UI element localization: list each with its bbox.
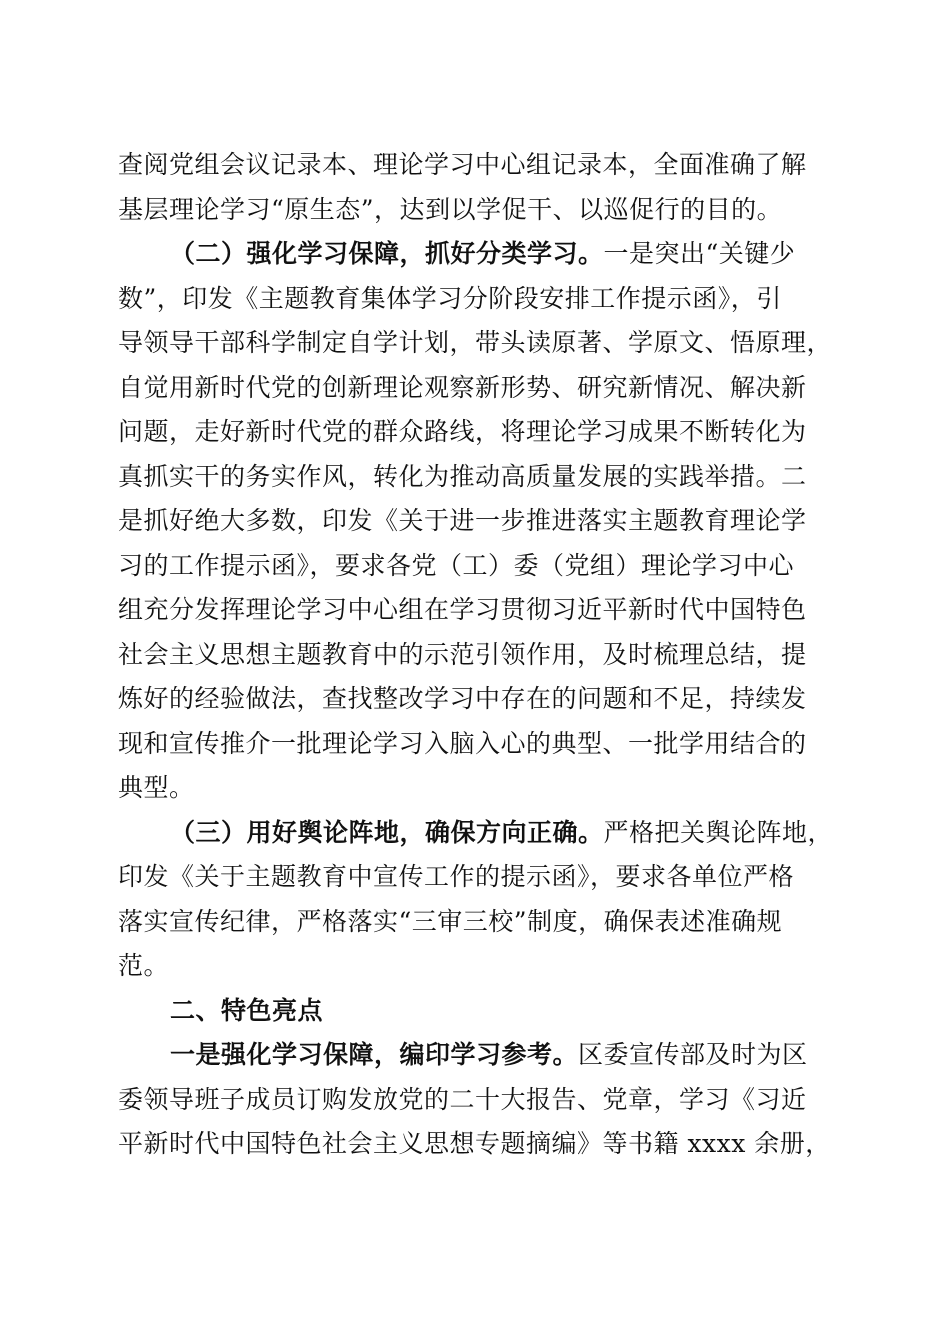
- text-line: 现和宣传推介一批理论学习入脑入心的典型、一批学用结合的: [118, 729, 807, 758]
- text-line: 范。: [118, 951, 170, 980]
- text-line: 导领导干部科学制定自学计划，带头读原著、学原文、悟原理，: [118, 328, 833, 357]
- section-heading-features: 二、特色亮点: [170, 996, 324, 1025]
- text-line: 委领导班子成员订购发放党的二十大报告、党章，学习《习近: [118, 1085, 807, 1114]
- paragraph-heading-line: 一是强化学习保障，编印学习参考。区委宣传部及时为区: [170, 1040, 808, 1069]
- text-line: 习的工作提示函》，要求各党（工）委（党组）理论学习中心: [118, 551, 795, 580]
- text-line: 平新时代中国特色社会主义思想专题摘编》等书籍 xxxx 余册，: [118, 1129, 831, 1158]
- text-line: 问题，走好新时代党的群众路线，将理论学习成果不断转化为: [118, 417, 807, 446]
- text-line: 炼好的经验做法，查找整改学习中存在的问题和不足，持续发: [118, 684, 807, 713]
- chapter-heading: [170, 989, 323, 1033]
- section-heading-first: 一是强化学习保障，编印学习参考。: [170, 1040, 579, 1069]
- text-line: 数”，印发《主题教育集体学习分阶段安排工作提示函》，引: [118, 284, 782, 313]
- text-line: 组充分发挥理论学习中心组在学习贯彻习近平新时代中国特色: [118, 595, 807, 624]
- text-line: 印发《关于主题教育中宣传工作的提示函》，要求各单位严格: [118, 862, 795, 891]
- section-heading-3: （三）用好舆论阵地，确保方向正确。: [170, 818, 604, 847]
- paragraph-heading-line: （三）用好舆论阵地，确保方向正确。严格把关舆论阵地，: [170, 818, 834, 847]
- text-line: 真抓实干的务实作风，转化为推动高质量发展的实践举措。二: [118, 462, 807, 491]
- paragraph-heading-line: （二）强化学习保障，抓好分类学习。一是突出“关键少: [170, 239, 796, 268]
- text-line: 查阅党组会议记录本、理论学习中心组记录本，全面准确了解: [118, 150, 807, 179]
- text-line: 自觉用新时代党的创新理论观察新形势、研究新情况、解决新: [118, 373, 807, 402]
- section-heading-2: （二）强化学习保障，抓好分类学习。: [170, 239, 604, 268]
- text-line: 典型。: [118, 773, 195, 802]
- text-line: 是抓好绝大多数，印发《关于进一步推进落实主题教育理论学: [118, 506, 807, 535]
- text-line: 基层理论学习“原生态”，达到以学促干、以巡促行的目的。: [118, 195, 783, 224]
- text-line: 落实宣传纪律，严格落实“三审三校”制度，确保表述准确规: [118, 907, 783, 936]
- text-line: 社会主义思想主题教育中的示范引领作用，及时梳理总结，提: [118, 640, 807, 669]
